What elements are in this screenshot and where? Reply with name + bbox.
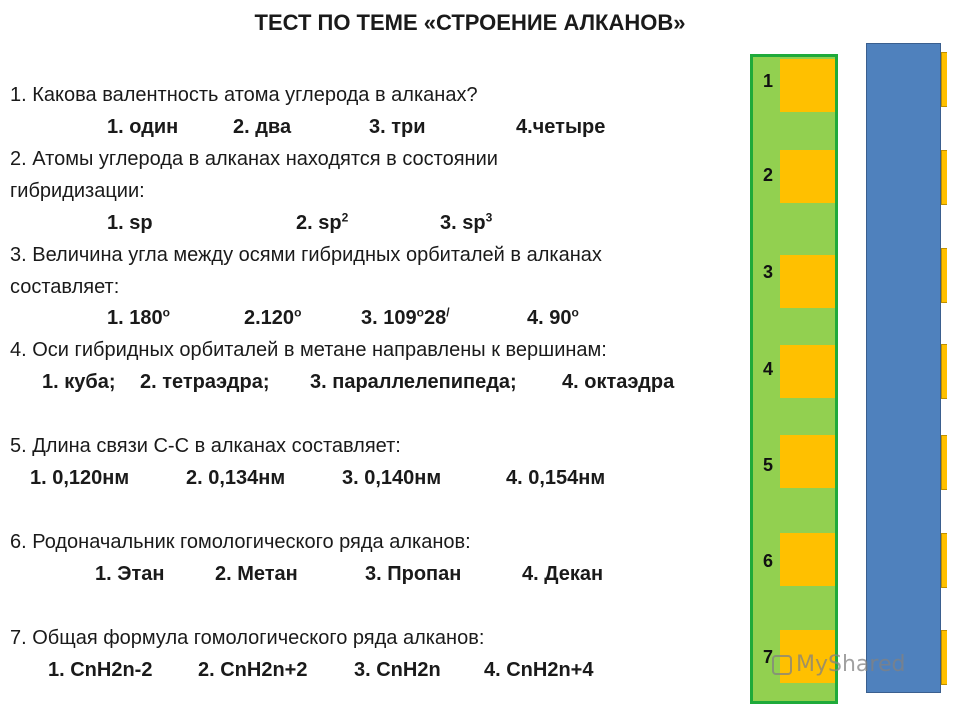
answer-panel [750, 54, 838, 704]
q7-answer-3[interactable]: 3. CnH2n [354, 659, 441, 681]
q3-answer-4[interactable] [527, 302, 579, 334]
question-2-text-line2: гибридизации: [10, 180, 145, 202]
degree-sign: о [416, 305, 424, 320]
hidden-answer-edge-7 [941, 630, 947, 685]
q3-answer-1-label: 1. 180 [107, 307, 163, 329]
presentation-icon [772, 655, 792, 675]
q1-answer-3[interactable]: 3. три [369, 116, 426, 138]
question-1-text: 1. Какова валентность атома углерода в алканах? [10, 84, 478, 106]
q2-answer-1[interactable]: 1. sp [107, 212, 153, 234]
question-4-text: 4. Оси гибридных орбиталей в метане направлены к вершинам: [10, 339, 607, 361]
question-4-answers [0, 366, 740, 398]
answer-box-2[interactable] [780, 150, 835, 203]
degree-sign: о [162, 305, 170, 320]
answer-number-5: 5 [763, 455, 774, 475]
q7-answer-2[interactable]: 2. CnH2n+2 [198, 659, 308, 681]
q5-answer-4[interactable]: 4. 0,154нм [506, 467, 606, 489]
q6-answer-1[interactable]: 1. Этан [95, 563, 165, 585]
answer-box-3[interactable] [780, 255, 835, 308]
hidden-answer-edge-4 [941, 344, 947, 399]
q1-answer-2[interactable]: 2. два [233, 116, 292, 138]
watermark [772, 652, 905, 677]
answer-box-5[interactable] [780, 435, 835, 488]
q7-answer-4[interactable]: 4. CnH2n+4 [484, 659, 594, 681]
q2-answer-2-sup: 2 [341, 210, 349, 225]
answer-number-4: 4 [763, 359, 774, 379]
q2-answer-3[interactable] [440, 207, 492, 239]
q5-answer-2[interactable]: 2. 0,134нм [186, 467, 286, 489]
q3-answer-3-label: 3. 109 [361, 307, 417, 329]
q3-answer-1[interactable] [107, 302, 170, 334]
hidden-answer-edge-2 [941, 150, 947, 205]
q5-answer-1[interactable]: 1. 0,120нм [30, 467, 130, 489]
answer-box-4[interactable] [780, 345, 835, 398]
hidden-answer-edge-3 [941, 248, 947, 303]
answer-cover-card[interactable] [866, 43, 941, 693]
q3-answer-2-label: 2.120 [244, 307, 295, 329]
question-6-text: 6. Родоначальник гомологического ряда алканов: [10, 531, 471, 553]
question-1-answers [0, 111, 740, 143]
degree-sign: о [571, 305, 579, 320]
question-5-answers [0, 462, 740, 494]
q6-answer-2[interactable]: 2. Метан [215, 563, 298, 585]
q3-answer-3-minutes: 28 [423, 307, 447, 329]
q4-answer-4[interactable]: 4. октаэдра [562, 371, 675, 393]
question-2-text-line1: 2. Атомы углерода в алканах находятся в состоянии [10, 148, 498, 170]
answer-box-6[interactable] [780, 533, 835, 586]
page-title: ТЕСТ ПО ТЕМЕ «СТРОЕНИЕ АЛКАНОВ» [254, 10, 686, 35]
answer-number-6: 6 [763, 551, 774, 571]
question-3-answers [0, 302, 740, 334]
q1-answer-4[interactable]: 4.четыре [516, 116, 606, 138]
answer-box-1[interactable] [780, 59, 835, 112]
question-6-answers [0, 558, 740, 590]
q4-answer-3[interactable]: 3. параллелепипеда; [310, 371, 517, 393]
q5-answer-3[interactable]: 3. 0,140нм [342, 467, 442, 489]
q7-answer-1[interactable]: 1. CnH2n-2 [48, 659, 153, 681]
q1-answer-1[interactable]: 1. один [107, 116, 179, 138]
q4-answer-2[interactable]: 2. тетраэдра; [140, 371, 270, 393]
q2-answer-2-label: 2. sp [296, 212, 342, 234]
q2-answer-3-sup: 3 [485, 210, 493, 225]
question-2-answers [0, 207, 740, 239]
question-3-text-line1: 3. Величина угла между осями гибридных орбиталей в алканах [10, 244, 602, 266]
hidden-answer-edge-6 [941, 533, 947, 588]
q3-answer-4-label: 4. 90 [527, 307, 572, 329]
question-7-answers [0, 654, 740, 686]
q4-answer-1[interactable]: 1. куба; [42, 371, 116, 393]
q3-answer-2[interactable] [244, 302, 301, 334]
q3-answer-3[interactable] [361, 302, 450, 334]
answer-number-3: 3 [763, 262, 774, 282]
answer-number-2: 2 [763, 165, 774, 185]
q6-answer-3[interactable]: 3. Пропан [365, 563, 462, 585]
question-7-text: 7. Общая формула гомологического ряда алканов: [10, 627, 485, 649]
minute-sign: / [446, 305, 450, 320]
question-3-text-line2: составляет: [10, 276, 120, 298]
q6-answer-4[interactable]: 4. Декан [522, 563, 604, 585]
watermark-text: MyShared [796, 652, 906, 677]
hidden-answer-edge-5 [941, 435, 947, 490]
question-5-text: 5. Длина связи С-С в алканах составляет: [10, 435, 401, 457]
q2-answer-2[interactable] [296, 207, 348, 239]
hidden-answer-edge-1 [941, 52, 947, 107]
answer-number-1: 1 [763, 71, 774, 91]
answer-number-7: 7 [763, 647, 774, 667]
q2-answer-3-label: 3. sp [440, 212, 486, 234]
degree-sign: о [294, 305, 302, 320]
